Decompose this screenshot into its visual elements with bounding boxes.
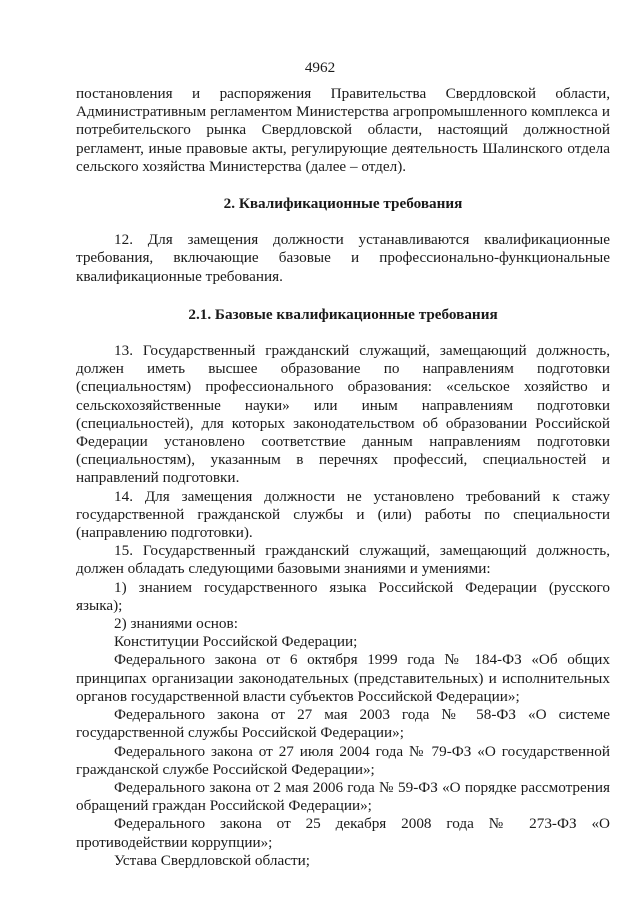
paragraph-14: 14. Для замещения должности не установлено требований к стажу государственной гражданской службы и (или) работы по специальности (направлению подготовки). <box>76 487 610 542</box>
law-58-fz: Федерального закона от 27 мая 2003 года № 58-ФЗ «О системе государственной службы Российской Федерации»; <box>76 706 610 742</box>
paragraph-15: 15. Государственный гражданский служащий, замещающий должность, должен обладать следующими базовыми знаниями и умениями: <box>76 542 610 578</box>
paragraph-13: 13. Государственный гражданский служащий, замещающий должность, должен иметь высшее образование по направлениям подготовки (специальностям) профессионального образования: «сельское хозяйство и сельскохозяйственные науки» или иным направлениям подготовки (специальностей), для которых законодательством об образовании Российской Федерации установлено соответствие данным направлениям подготовки (специальностям), указанным в перечнях профессий, специальностей и направлений подготовки. <box>76 342 610 487</box>
paragraph-15-item-1: 1) знанием государственного языка Российской Федерации (русского языка); <box>76 578 610 614</box>
paragraph-12: 12. Для замещения должности устанавливаются квалификационные требования, включающие базовые и профессионально-функциональные квалификационные требования. <box>76 231 610 285</box>
paragraph-15-item-2: 2) знаниями основ: <box>114 615 238 633</box>
law-184-fz: Федерального закона от 6 октября 1999 года № 184-ФЗ «Об общих принципах организации законодательных (представительных) и исполнительных органов государственной власти субъектов Российской Федерации»; <box>76 651 610 705</box>
intro-paragraph: постановления и распоряжения Правительства Свердловской области, Административным регламентом Министерства агропромышленного комплекса и потребительского рынка Свердловской области, настоящий должностной регламент, иные правовые акты, регулирующие деятельность Шалинского отдела сельского хозяйства Министерства (далее – отдел). <box>76 85 610 175</box>
section-2-heading: 2. Квалификационные требования <box>223 195 463 213</box>
law-constitution: Конституции Российской Федерации; <box>114 633 358 651</box>
section-2-1-heading: 2.1. Базовые квалификационные требования <box>188 305 498 323</box>
law-ustav: Устава Свердловской области; <box>114 851 310 869</box>
page-number: 4962 <box>304 59 336 76</box>
law-59-fz: Федерального закона от 2 мая 2006 года № 59-ФЗ «О порядке рассмотрения обращений граждан Российской Федерации»; <box>76 778 610 815</box>
law-273-fz: Федерального закона от 25 декабря 2008 года № 273-ФЗ «О противодействии коррупции»; <box>76 815 610 851</box>
law-79-fz: Федерального закона от 27 июля 2004 года № 79-ФЗ «О государственной гражданской службе Российской Федерации»; <box>76 742 610 778</box>
page-content <box>76 85 610 870</box>
